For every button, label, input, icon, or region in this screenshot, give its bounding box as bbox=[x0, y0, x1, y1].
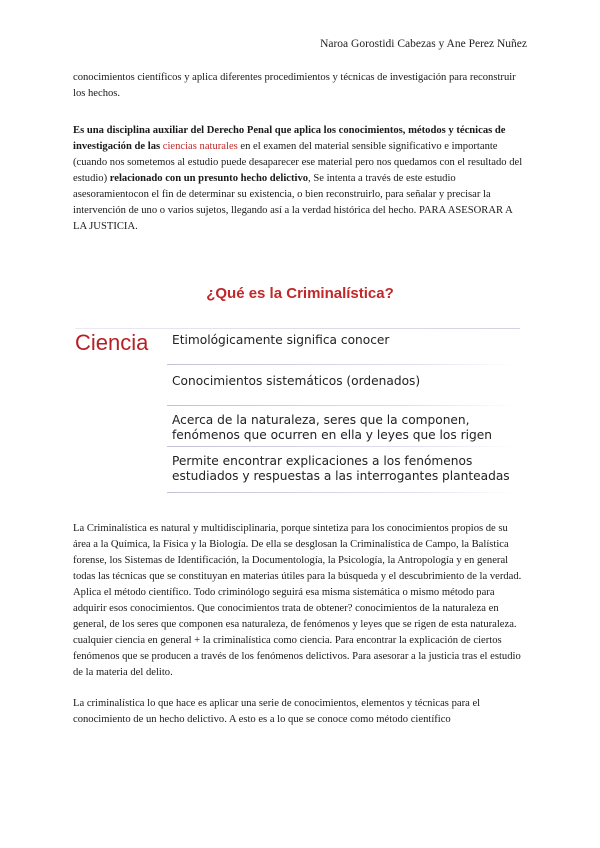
ciencias-naturales-link[interactable]: ciencias naturales bbox=[162, 141, 238, 152]
ciencia-diagram bbox=[75, 322, 525, 497]
diagram-row-etimologia: Etimológicamente significa conocer bbox=[172, 333, 390, 347]
diagram-divider bbox=[167, 446, 517, 447]
paragraph-metodo-cientifico: La criminalística lo que hace es aplicar una serie de conocimientos, elementos y técnicas para el conocimiento de un hecho delictivo. A esto es a lo que se conoce como método científico bbox=[73, 698, 481, 725]
diagram-title: ¿Qué es la Criminalística? bbox=[206, 285, 394, 302]
definition-bold-intro: Es una disciplina auxiliar del Derecho Penal que aplica los conocimientos, métodos y técnicas de investigación de las bbox=[73, 125, 506, 152]
diagram-row-conocimientos: Conocimientos sistemáticos (ordenados) bbox=[172, 374, 421, 388]
definition-bold-mid: relacionado con un presunto hecho delictivo bbox=[109, 173, 309, 184]
page-header-authors: Naroa Gorostidi Cabezas y Ane Perez Nuñez bbox=[320, 38, 527, 50]
paragraph-multidisciplinaria: La Criminalística es natural y multidisciplinaria, porque sintetiza para los conocimientos propios de su área a la Química, la Física y la Biología. De ella se desglosan la Criminalística de Campo, la Balística forense, los Sistemas de Identificación, la Documentología, la Psicología, la Antropología y en general todas las técnicas que se constituyan en materias útiles para la búsqueda y el descubrimiento de la verdad. Aplica el método científico. Todo criminólogo seguirá esa misma sistemática o mismo método para adquirir esos conocimientos. Que conocimientos trata de obtener? conocimientos de la naturaleza en general, de los seres que componen esa naturaleza, de fenómenos y leyes que se rigen de esta naturaleza. cualquier ciencia en general + la criminalística como ciencia. Para encontrar la explicación de ciertos fenómenos que se producen a través de los fenómenos delictivos. Para asesorar a la justicia tras el estudio de la materia del delito. bbox=[73, 523, 522, 678]
diagram-divider bbox=[167, 492, 517, 493]
diagram-divider bbox=[167, 405, 517, 406]
diagram-top-rule bbox=[75, 328, 520, 329]
paragraph-definition bbox=[73, 123, 528, 235]
diagram-divider bbox=[167, 364, 517, 365]
diagram-row-explicaciones: Permite encontrar explicaciones a los fenómenos estudiados y respuestas a las interrogantes planteadas bbox=[172, 454, 510, 483]
definition-text-a: en el examen del material sensible significativo e importante (cuando nos sometemos al estudio puede desaparecer ese material pero nos quedamos con el resultado del estudio) bbox=[73, 141, 523, 184]
diagram-heading-ciencia: Ciencia bbox=[75, 330, 149, 355]
paragraph-intro-continuation: conocimientos científicos y aplica diferentes procedimientos y técnicas de investigación para reconstruir los hechos. bbox=[73, 72, 516, 99]
diagram-row-naturaleza: Acerca de la naturaleza, seres que la componen, fenómenos que ocurren en ella y leyes que los rigen bbox=[172, 413, 492, 442]
definition-text-b: , Se intenta a través de este estudio asesoramientocon el fin de determinar su existencia, o bien reconstruirlo, para señalar y precisar la intervención de uno o varios sujetos, llegando así a la verdad histórica del hecho. PARA ASESORAR A LA JUSTICIA. bbox=[73, 173, 513, 232]
